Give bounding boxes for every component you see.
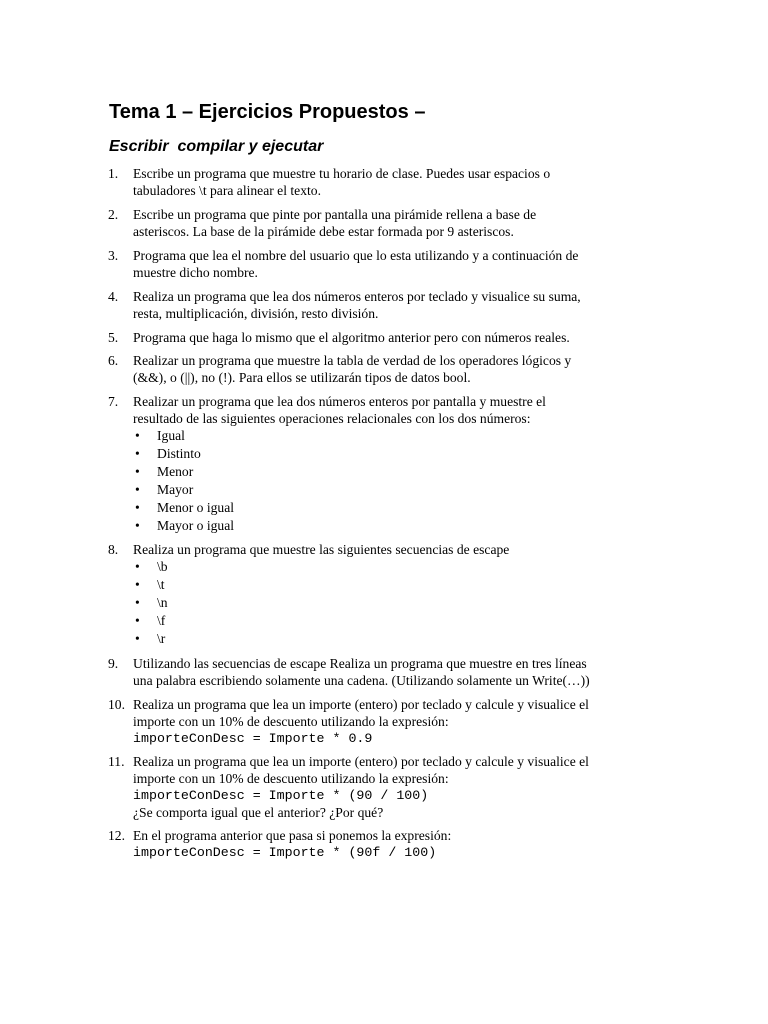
exercise-line: Escribe un programa que muestre tu horario de clase. Puedes usar espacios o <box>133 166 551 181</box>
exercise-line: resta, multiplicación, división, resto división. <box>133 306 379 321</box>
list-item: • \b <box>133 558 668 576</box>
exercise-text <box>133 247 668 281</box>
list-item: • Igual <box>133 427 668 445</box>
exercise-text <box>133 165 668 199</box>
exercise-number: 8. <box>108 542 119 557</box>
exercise-number: 11. <box>108 754 125 769</box>
exercise-line: Utilizando las secuencias de escape Realiza un programa que muestre en tres líneas <box>133 656 587 671</box>
exercise-6 <box>108 352 668 386</box>
exercise-number: 4. <box>108 289 119 304</box>
exercise-line: resultado de las siguientes operaciones relacionales con los dos números: <box>133 411 531 426</box>
exercise-line: (&&), o (||), no (!). Para ellos se utilizarán tipos de datos bool. <box>133 370 471 385</box>
exercise-number: 9. <box>108 656 119 671</box>
code-expression: importeConDesc = Importe * (90 / 100) <box>133 788 429 803</box>
escape-sequence-list <box>133 558 668 648</box>
page-title: Tema 1 – Ejercicios Propuestos – <box>109 101 426 123</box>
exercise-4 <box>108 288 668 322</box>
exercise-question: ¿Se comporta igual que el anterior? ¿Por qué? <box>133 805 384 820</box>
exercise-11 <box>108 753 668 821</box>
exercise-text <box>133 827 668 861</box>
exercise-line: Programa que haga lo mismo que el algoritmo anterior pero con números reales. <box>133 330 570 345</box>
exercise-number: 7. <box>108 394 119 409</box>
list-item: • \f <box>133 612 668 630</box>
section-subtitle: Escribir compilar y ejecutar <box>109 138 324 155</box>
exercise-text <box>133 655 668 689</box>
exercise-12 <box>108 827 668 861</box>
exercise-line: Escribe un programa que pinte por pantalla una pirámide rellena a base de <box>133 207 537 222</box>
exercise-2 <box>108 206 668 240</box>
exercise-line: una palabra escribiendo solamente una cadena. (Utilizando solamente un Write(…)) <box>133 673 590 688</box>
exercise-line: Realiza un programa que lea dos números enteros por teclado y visualice su suma, <box>133 289 581 304</box>
exercise-line: En el programa anterior que pasa si ponemos la expresión: <box>133 828 452 843</box>
exercise-line: Realizar un programa que muestre la tabla de verdad de los operadores lógicos y <box>133 353 572 368</box>
exercise-number: 1. <box>108 166 119 181</box>
exercise-text <box>133 352 668 386</box>
exercise-line: importe con un 10% de descuento utilizando la expresión: <box>133 714 449 729</box>
exercise-number: 2. <box>108 207 119 222</box>
exercise-number: 6. <box>108 353 119 368</box>
code-expression: importeConDesc = Importe * (90f / 100) <box>133 845 437 860</box>
exercise-3 <box>108 247 668 281</box>
exercise-text <box>133 329 668 346</box>
list-item: • Mayor <box>133 481 668 499</box>
list-item: • Distinto <box>133 445 668 463</box>
code-expression: importeConDesc = Importe * 0.9 <box>133 731 373 746</box>
exercise-number: 5. <box>108 330 119 345</box>
exercise-10 <box>108 696 668 747</box>
exercise-7 <box>108 393 668 535</box>
exercise-number: 12. <box>108 828 125 843</box>
exercise-text <box>133 393 668 535</box>
list-item: • \t <box>133 576 668 594</box>
exercise-text <box>133 206 668 240</box>
exercise-5 <box>108 329 668 346</box>
exercise-line: importe con un 10% de descuento utilizando la expresión: <box>133 771 449 786</box>
exercise-line: muestre dicho nombre. <box>133 265 258 280</box>
exercise-line: asteriscos. La base de la pirámide debe estar formada por 9 asteriscos. <box>133 224 514 239</box>
operator-list <box>133 427 668 535</box>
exercise-line: tabuladores \t para alinear el texto. <box>133 183 321 198</box>
exercise-8 <box>108 541 668 648</box>
list-item: • Mayor o igual <box>133 517 668 535</box>
exercise-line: Realiza un programa que muestre las siguientes secuencias de escape <box>133 542 510 557</box>
exercise-line: Realiza un programa que lea un importe (entero) por teclado y calcule y visualice el <box>133 697 589 712</box>
exercise-text <box>133 696 668 747</box>
exercise-text <box>133 288 668 322</box>
exercise-9 <box>108 655 668 689</box>
exercise-text <box>133 753 668 821</box>
exercise-line: Programa que lea el nombre del usuario que lo esta utilizando y a continuación de <box>133 248 579 263</box>
list-item: • \r <box>133 630 668 648</box>
list-item: • Menor <box>133 463 668 481</box>
exercise-number: 3. <box>108 248 119 263</box>
exercise-number: 10. <box>108 697 125 712</box>
exercise-line: Realizar un programa que lea dos números enteros por pantalla y muestre el <box>133 394 546 409</box>
exercise-1 <box>108 165 668 199</box>
list-item: • \n <box>133 594 668 612</box>
exercise-line: Realiza un programa que lea un importe (entero) por teclado y calcule y visualice el <box>133 754 589 769</box>
exercise-text <box>133 541 668 648</box>
list-item: • Menor o igual <box>133 499 668 517</box>
